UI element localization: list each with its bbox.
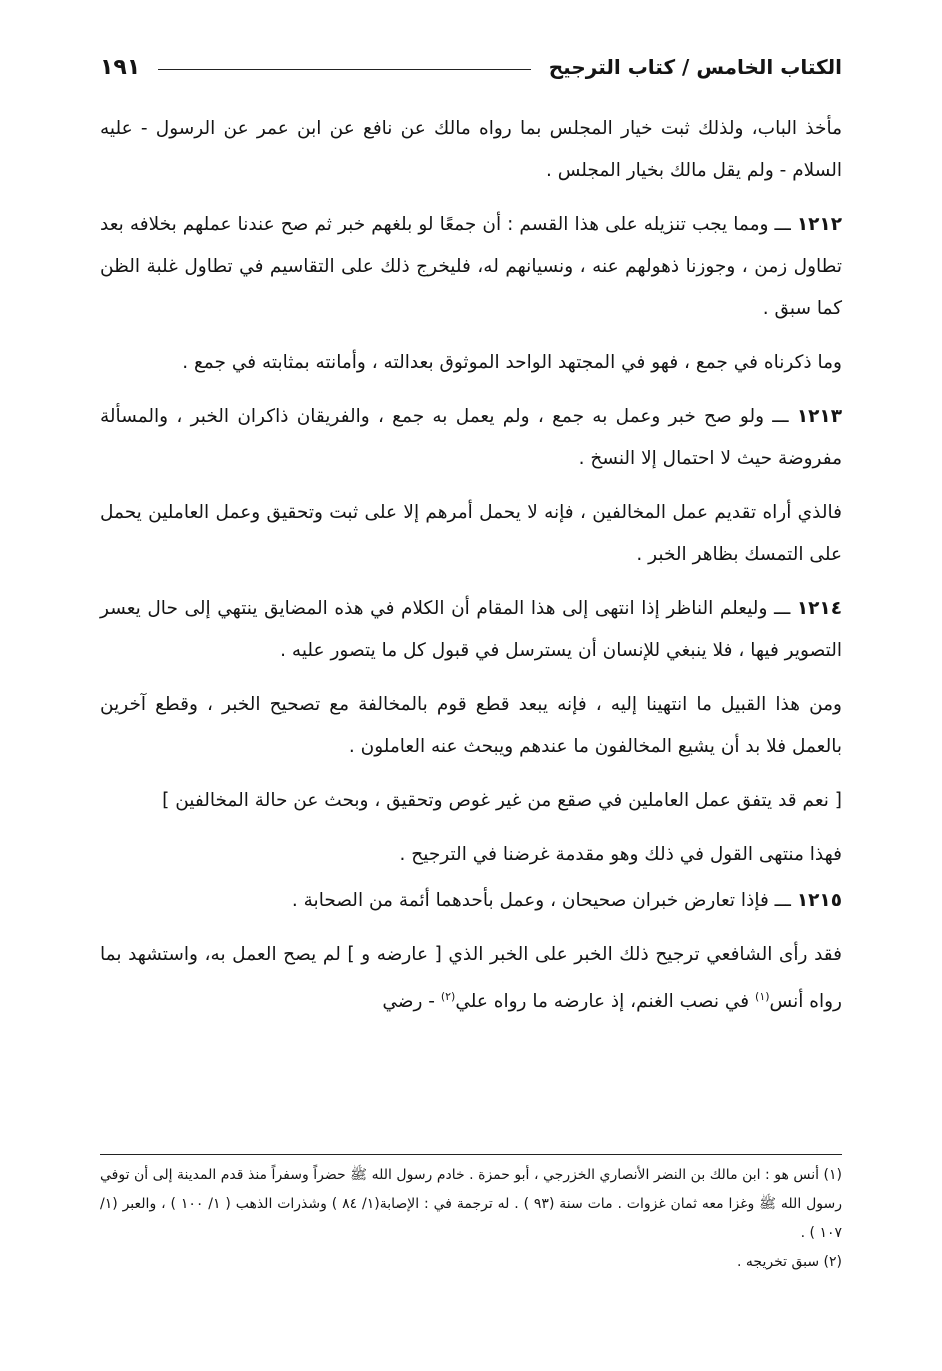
running-title: الكتاب الخامس / كتاب الترجيح <box>548 55 842 79</box>
footnote-ref[interactable]: (٢) <box>440 990 456 1003</box>
paragraph-text: فالذي أراه تقديم عمل المخالفين ، فإنه لا يحمل أمرهم إلا على ثبت وتحقيق وعمل العاملين يحمل على التمسك بظاهر الخبر . <box>100 502 842 565</box>
paragraph-text: - رضي <box>382 991 441 1013</box>
paragraph-text: فهذا منتهى القول في ذلك وهو مقدمة غرضنا في الترجيح . <box>399 844 842 865</box>
footnote: (٢) سبق تخريجه . <box>737 1254 842 1270</box>
footnote-ref[interactable]: (١) <box>755 990 770 1003</box>
paragraph-number: ١٢١٥ <box>796 890 842 911</box>
paragraph-number: ١٢١٣ <box>796 406 842 427</box>
paragraph <box>100 934 842 1023</box>
paragraph-text: ولو صح خبر وعمل به جمع ، ولم يعمل به جمع ، والفريقان ذاكران الخبر ، والمسألة مفروضة حيث لا احتمال إلا النسخ . <box>100 406 842 469</box>
paragraph-number: ١٢١٤ <box>796 598 842 619</box>
footnote: (١) أنس هو : ابن مالك بن النضر الأنصاري الخزرجي ، أبو حمزة . خادم رسول الله ﷺ حضراً وسفراً منذ قدم المدينة إلى أن توفي رسول الله ﷺ وغزا معه ثمان غزوات . مات سنة (٩٣ ) . له ترجمة في : الإصابة(١/ ٨٤ ) وشذرات الذهب ( ١/ ١٠٠ ) ، والعبر (١/ ١٠٧ ) . <box>100 1167 842 1241</box>
paragraph-text: فإذا تعارض خبران صحيحان ، وعمل بأحدهما أئمة من الصحابة . <box>291 890 769 911</box>
paragraph <box>100 108 842 192</box>
numbered-paragraph: ١٢١٤ ـــ وليعلم الناظر إذا انتهى إلى هذا المقام أن الكلام في هذه المضايق ينتهي إلى حال يعسر التصوير فيها ، فلا ينبغي للإنسان أن يسترسل في قبول كل ما يتصور عليه . <box>100 598 842 661</box>
paragraph-number: ١٢١٢ <box>796 214 842 235</box>
paragraph-text: وليعلم الناظر إذا انتهى إلى هذا المقام أن الكلام في هذه المضايق ينتهي إلى حال يعسر التصوير فيها ، فلا ينبغي للإنسان أن يسترسل في قبول كل ما يتصور عليه . <box>100 598 842 661</box>
numbered-paragraph: ١٢١٣ ـــ ولو صح خبر وعمل به جمع ، ولم يعمل به جمع ، والفريقان ذاكران الخبر ، والمسألة مفروضة حيث لا احتمال إلا النسخ . <box>100 406 842 469</box>
paragraph <box>100 492 842 576</box>
paragraph-text: مأخذ الباب، ولذلك ثبت خيار المجلس بما رواه مالك عن نافع عن ابن عمر عن الرسول - عليه السلام - ولم يقل مالك بخيار المجلس . <box>100 118 842 181</box>
numbered-paragraph: ١٢١٥ ـــ فإذا تعارض خبران صحيحان ، وعمل بأحدهما أئمة من الصحابة . <box>291 890 842 911</box>
paragraph-text: ومما يجب تنزيله على هذا القسم : أن جمعًا لو بلغهم خبر ثم صح عندنا عملهم بخلافه بعد تطاول زمن ، وجوزنا ذهولهم عنه ، ونسيانهم له، فليخرج ذلك على التقاسيم في تطاول غلبة الظن كما سبق . <box>100 214 842 319</box>
paragraph-text: ومن هذا القبيل ما انتهينا إليه ، فإنه يبعد قطع قوم بالمخالفة مع تصحيح الخبر ، وقطع آخرين بالعمل فلا بد أن يشيع المخالفون ما عندهم ويبحث عنه العاملون . <box>100 694 842 757</box>
paragraph-text: في نصب الغنم، إذ عارضه ما رواه علي <box>455 991 756 1013</box>
page-number: ١٩١ <box>100 54 141 80</box>
paragraph <box>100 684 842 768</box>
book-page <box>100 44 842 1344</box>
numbered-paragraph: ١٢١٢ ـــ ومما يجب تنزيله على هذا القسم : أن جمعًا لو بلغهم خبر ثم صح عندنا عملهم بخلافه بعد تطاول زمن ، وجوزنا ذهولهم عنه ، ونسيانهم له، فليخرج ذلك على التقاسيم في تطاول غلبة الظن كما سبق . <box>100 214 842 319</box>
paragraph-text: [ نعم قد يتفق عمل العاملين في صقع من غير غوص وتحقيق ، وبحث عن حالة المخالفين ] <box>162 790 842 811</box>
paragraph <box>100 834 842 876</box>
header-rule <box>158 69 530 70</box>
page-header <box>100 44 842 90</box>
paragraph <box>100 342 842 384</box>
paragraph-text: فقد رأى الشافعي ترجيح ذلك الخبر على الخبر الذي [ عارضه و ] لم يصح العمل به، واستشهد بما رواه أنس <box>100 944 842 1013</box>
paragraph-text: وما ذكرناه في جمع ، فهو في المجتهد الواحد الموثوق بعدالته ، وأمانته بمثابته في جمع . <box>182 352 842 373</box>
footnotes <box>100 1154 842 1277</box>
paragraph <box>100 780 842 822</box>
